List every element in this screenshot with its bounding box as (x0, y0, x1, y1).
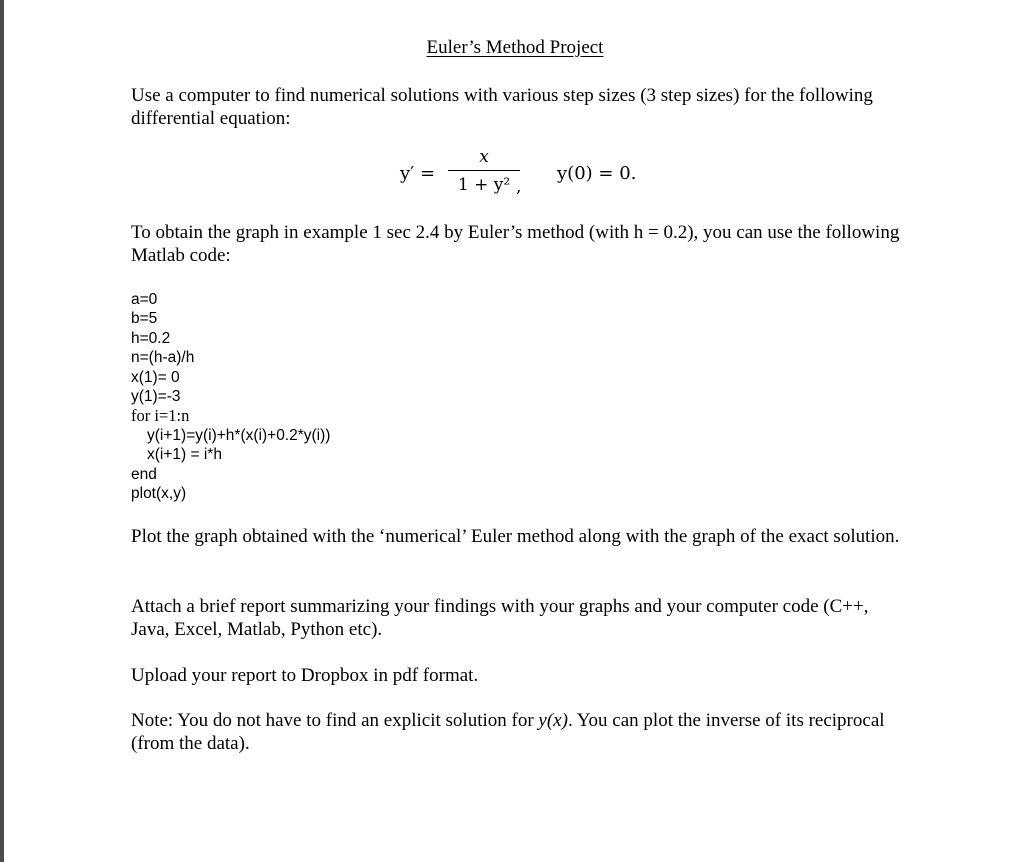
code-line: x(i+1) = i*h (147, 446, 222, 464)
intro-paragraph: Use a computer to find numerical solutions with various step sizes (3 step sizes) for the following differential equation: (131, 85, 873, 129)
matlab-code-block (131, 290, 330, 503)
code-line: x(1)= 0 (131, 368, 180, 386)
report-instruction-paragraph: Attach a brief report summarizing your findings with your graphs and your computer code (C++, Java, Excel, Matlab, Python etc). (131, 596, 869, 640)
note-paragraph (131, 709, 911, 755)
equation-comma: , (516, 177, 522, 197)
code-line: n=(h-a)/h (131, 349, 195, 367)
differential-equation (4, 145, 1022, 205)
code-line: end (131, 465, 157, 483)
equation-fraction (448, 145, 520, 197)
code-line: plot(x,y) (131, 485, 187, 503)
code-line: y(i+1)=y(i)+h*(x(i)+0.2*y(i)) (147, 426, 331, 444)
equation-lhs: y′ = (400, 163, 436, 184)
page-title: Euler’s Method Project (426, 37, 604, 58)
code-line: h=0.2 (131, 329, 171, 347)
note-italic-function: y(x) (538, 710, 568, 731)
document-page (4, 0, 1022, 862)
plot-instruction-paragraph: Plot the graph obtained with the ‘numerical’ Euler method along with the graph of the exact solution. (131, 526, 900, 547)
equation-denominator: 1 + y² (457, 175, 511, 195)
code-line: y(1)=-3 (131, 388, 181, 406)
code-line: for i=1:n (131, 406, 190, 426)
upload-instruction-paragraph: Upload your report to Dropbox in pdf format. (131, 665, 479, 686)
note-text-after: . You can plot the inverse of its reciprocal (from the data). (131, 710, 885, 754)
code-line: a=0 (131, 291, 158, 308)
fraction-bar (448, 170, 520, 171)
equation-numerator: x (479, 147, 489, 167)
matlab-intro-paragraph: To obtain the graph in example 1 sec 2.4 by Euler’s method (with h = 0.2), you can use the following Matlab code: (131, 222, 900, 266)
initial-condition: y(0) = 0. (557, 163, 637, 184)
code-line: b=5 (131, 310, 158, 328)
note-text-before: Note: You do not have to find an explicit solution for (131, 710, 539, 731)
